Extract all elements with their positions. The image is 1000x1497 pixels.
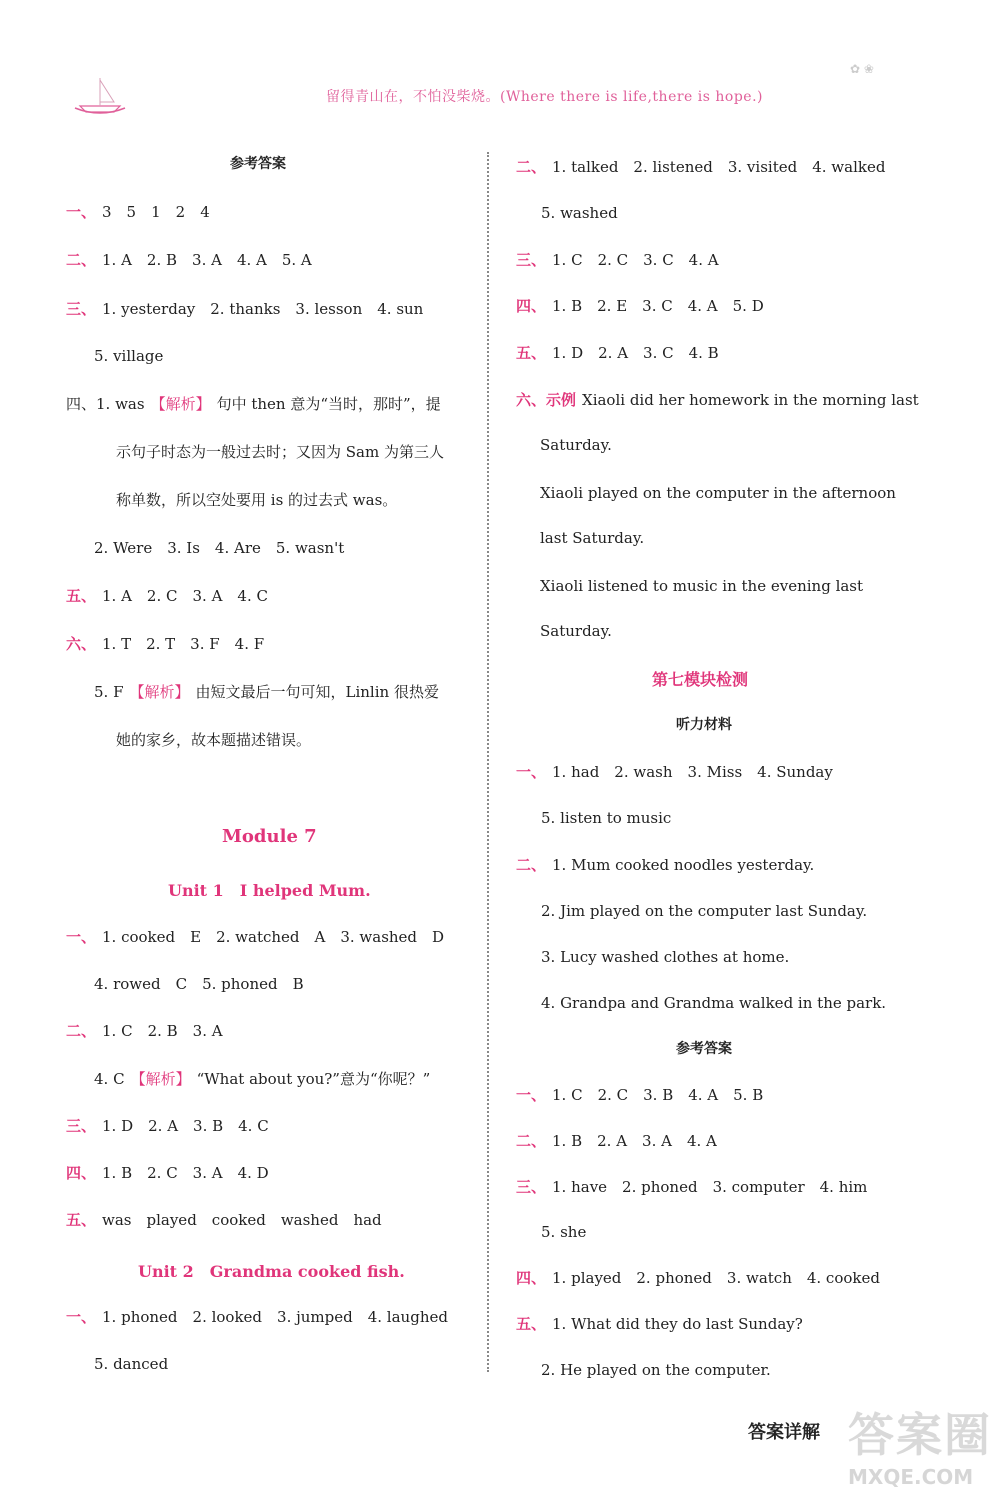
test-title: 第七模块检测 xyxy=(652,670,749,689)
answer-line: 2. Jim played on the computer last Sunday. xyxy=(541,902,868,920)
example-line: Saturday. xyxy=(540,622,612,640)
answer-line: 四、 1. played 2. phoned 3. watch 4. cooked xyxy=(516,1269,880,1287)
answer-line: 2. Were 3. Is 4. Are 5. wasn't xyxy=(94,539,345,557)
answer-line: 二、 1. talked 2. listened 3. visited 4. walked xyxy=(516,158,886,176)
answer-line: 一、 3 5 1 2 4 xyxy=(66,203,210,221)
footer-label: 答案详解 xyxy=(748,1422,820,1443)
answer-line: 一、 1. cooked E 2. watched A 3. washed D xyxy=(66,928,445,946)
example-line: Xiaoli listened to music in the evening last xyxy=(540,577,864,595)
answer-line: 五、 1. What did they do last Sunday? xyxy=(516,1315,803,1333)
answer-line: 5. danced xyxy=(94,1355,169,1373)
answer-line: 5. washed xyxy=(541,204,618,222)
answer-heading: 参考答案 xyxy=(230,156,286,172)
answer-line: 4. rowed C 5. phoned B xyxy=(94,975,304,993)
analysis-text: 称单数，所以空处要用 is 的过去式 was。 xyxy=(116,491,398,509)
answer-line: 四、 1. B 2. E 3. C 4. A 5. D xyxy=(516,297,764,315)
unit-title: Unit 2 Grandma cooked fish. xyxy=(138,1262,405,1281)
analysis-text: 示句子时态为一般过去时；又因为 Sam 为第三人 xyxy=(116,443,444,461)
analysis-text: 她的家乡，故本题描述错误。 xyxy=(116,731,312,749)
answer-line: 一、 1. C 2. C 3. B 4. A 5. B xyxy=(516,1086,764,1104)
corner-decoration-icon: ✿ ❀ xyxy=(850,62,874,76)
unit-title: Unit 1 I helped Mum. xyxy=(168,881,371,900)
answer-line: 二、 1. B 2. A 3. A 4. A xyxy=(516,1132,717,1150)
watermark xyxy=(848,1399,992,1489)
answer-line-with-analysis: 5. F 【解析】 由短文最后一句可知，Linlin 很热爱 xyxy=(94,683,439,701)
example-line: last Saturday. xyxy=(540,529,645,547)
answer-line: 三、 1. D 2. A 3. B 4. C xyxy=(66,1117,269,1135)
answer-heading: 参考答案 xyxy=(676,1041,732,1057)
watermark-text: 答案圈 xyxy=(848,1408,992,1462)
header-boat-decoration xyxy=(70,70,130,124)
answer-line: 三、 1. have 2. phoned 3. computer 4. him xyxy=(516,1178,868,1196)
watermark-url: MXQE.COM xyxy=(848,1465,974,1489)
answer-line: 4. Grandpa and Grandma walked in the park. xyxy=(541,994,887,1012)
answer-line: 四、 1. B 2. C 3. A 4. D xyxy=(66,1164,269,1182)
answer-line: 三、 1. C 2. C 3. C 4. A xyxy=(516,251,719,269)
answer-line-with-analysis: 四、1. was 【解析】 句中 then 意为“当时，那时”，提 xyxy=(66,395,441,413)
answer-line: 2. He played on the computer. xyxy=(541,1361,771,1379)
listening-heading: 听力材料 xyxy=(676,717,732,733)
example-line: Saturday. xyxy=(540,436,612,454)
header-motto: 留得青山在，不怕没柴烧。(Where there is life,there is hope.) xyxy=(326,89,763,105)
answer-line: 二、 1. A 2. B 3. A 4. A 5. A xyxy=(66,251,312,269)
example-line: 六、示例 Xiaoli did her homework in the morning last xyxy=(516,391,919,409)
answer-line: 五、 was played cooked washed had xyxy=(66,1211,382,1229)
answer-line: 五、 1. A 2. C 3. A 4. C xyxy=(66,587,268,605)
module-title: Module 7 xyxy=(222,826,317,847)
answer-line: 5. village xyxy=(94,347,164,365)
example-line: Xiaoli played on the computer in the afternoon xyxy=(540,484,896,502)
answer-line: 二、 1. Mum cooked noodles yesterday. xyxy=(516,856,815,874)
answer-line: 三、 1. yesterday 2. thanks 3. lesson 4. sun xyxy=(66,300,424,318)
answer-line: 5. she xyxy=(541,1223,587,1241)
column-divider xyxy=(487,152,489,1372)
answer-line-with-analysis: 4. C 【解析】 “What about you?”意为“你呢？” xyxy=(94,1070,431,1088)
answer-line: 一、 1. phoned 2. looked 3. jumped 4. laughed xyxy=(66,1308,448,1326)
answer-line: 5. listen to music xyxy=(541,809,672,827)
answer-line: 六、 1. T 2. T 3. F 4. F xyxy=(66,635,265,653)
answer-line: 3. Lucy washed clothes at home. xyxy=(541,948,790,966)
answer-line: 一、 1. had 2. wash 3. Miss 4. Sunday xyxy=(516,763,833,781)
answer-line: 二、 1. C 2. B 3. A xyxy=(66,1022,223,1040)
answer-line: 五、 1. D 2. A 3. C 4. B xyxy=(516,344,719,362)
